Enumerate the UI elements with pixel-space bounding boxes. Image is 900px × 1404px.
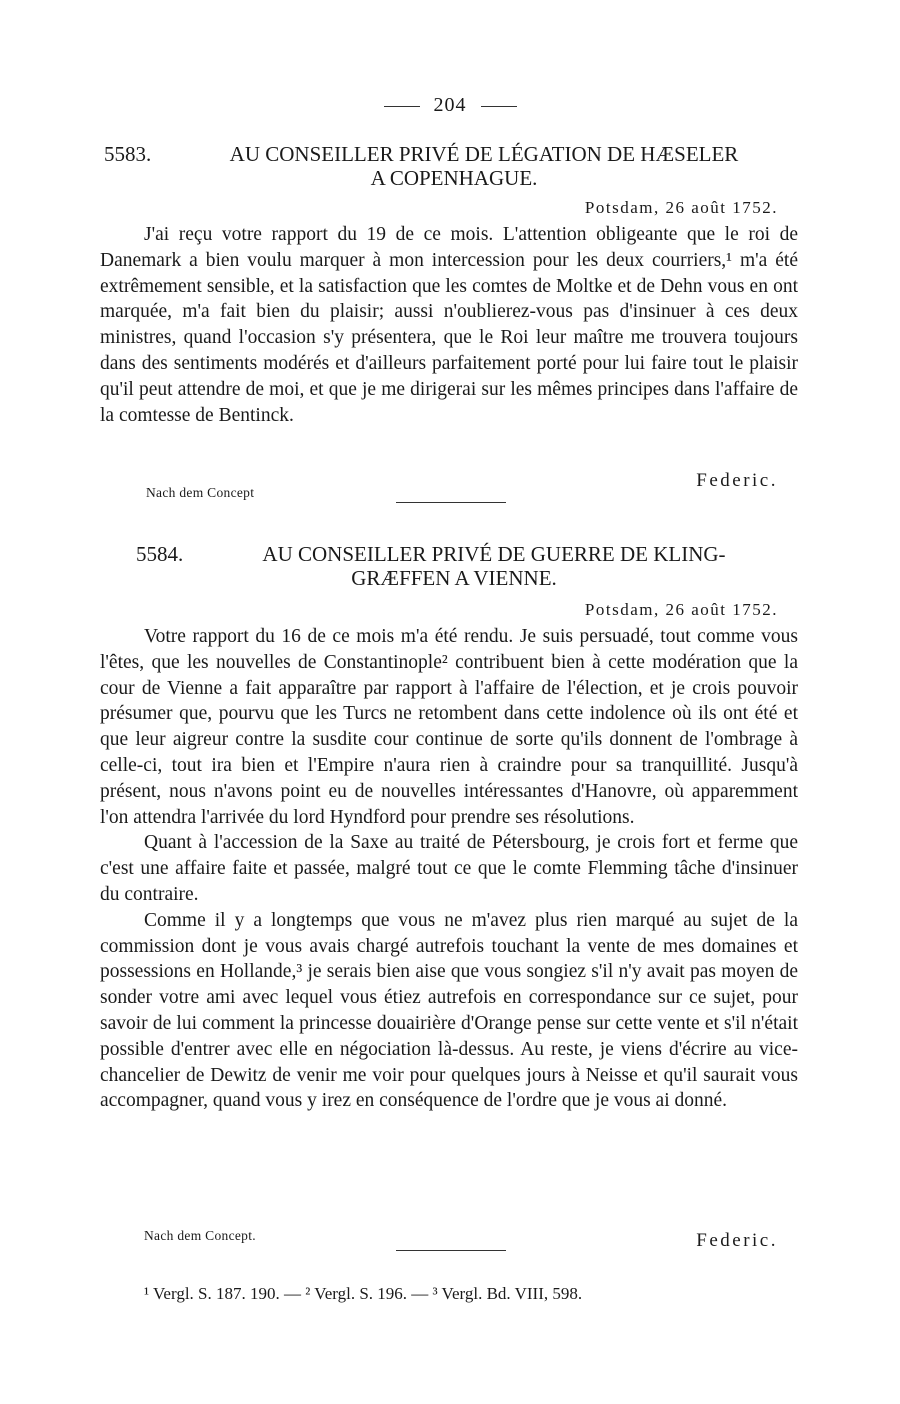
letter-5584-paragraph-2: Quant à l'accession de la Saxe au traité de Pétersbourg, je crois fort et ferme que c'est une affaire faite et passée, malgré tout ce que le comte Flemming tâche d'insinuer du contraire.: [100, 832, 798, 905]
letter-5584-body: [100, 624, 798, 1114]
letter-5583-signature: Federic.: [696, 470, 778, 491]
letter-5584-heading-line1: AU CONSEILLER PRIVÉ DE GUERRE DE KLING-: [262, 542, 726, 566]
letter-5584-heading: [104, 542, 804, 590]
footnotes: ¹ Vergl. S. 187. 190. — ² Vergl. S. 196. — ³ Vergl. Bd. VIII, 598.: [144, 1284, 583, 1303]
letter-5584-number: 5584.: [136, 542, 184, 566]
page-number-dash-right: [481, 106, 517, 107]
section-divider-1: [396, 502, 506, 503]
letter-5584-source-note: Nach dem Concept.: [144, 1228, 256, 1243]
section-divider-2: [396, 1250, 506, 1251]
letter-5584-heading-line2: GRÆFFEN A VIENNE.: [351, 566, 557, 590]
letter-5584-dateline: Potsdam, 26 août 1752.: [584, 600, 778, 619]
letter-5583-dateline: Potsdam, 26 août 1752.: [584, 198, 778, 217]
letter-5583-heading: [104, 142, 804, 190]
letter-5584-signature: Federic.: [696, 1230, 778, 1251]
letter-5583-heading-line2: A COPENHAGUE.: [370, 166, 538, 190]
letter-5584-paragraph-3: Comme il y a longtemps que vous ne m'avez plus rien marqué au sujet de la commission dont je vous avais chargé autrefois touchant la vente de mes domaines et possessions en Hollande,³ je serais bien aise que vous songiez s'il n'y avait pas moyen de sonder votre ami avec lequel vous étiez autrefois en correspondance sur ce sujet, pour savoir de lui comment la princesse douairière d'Orange pense sur cette vente et s'il n'était possible d'entrer avec elle en négociation là-dessus. Au reste, je viens d'écrire au vice-chancelier de Dewitz de venir me voir pour quelques jours à Neisse et qu'il saurait vous accompagner, quand vous y irez en conséquence de l'ordre que je vous ai donné.: [100, 909, 798, 1112]
page-number-line: [0, 94, 900, 117]
letter-5583-paragraph-1: J'ai reçu votre rapport du 19 de ce mois. L'attention obligeante que le roi de Danemark a bien voulu marquer à mon intercession pour les deux courriers,¹ m'a été extrêmement sensible, et la satisfaction que les comtes de Moltke et de Dehn vous en ont marquée, m'a fait bien du plaisir; aussi n'oublierez-vous pas d'insinuer à ces deux ministres, quand l'occasion s'y présentera, que le Roi leur maître me trouvera toujours dans des sentiments modérés et d'ailleurs parfaitement porté pour lui faire tout le plaisir qu'il peut attendre de moi, et que je me dirigerai sur les mêmes principes dans l'affaire de la comtesse de Bentinck.: [100, 224, 798, 426]
page-number-dash-left: [384, 106, 420, 107]
letter-5583-heading-line1: AU CONSEILLER PRIVÉ DE LÉGATION DE HÆSELER: [229, 142, 739, 166]
letter-5583-source-note: Nach dem Concept: [146, 485, 255, 500]
letter-5583-body: [100, 222, 798, 428]
letter-5583-number: 5583.: [104, 142, 152, 166]
page-number: 204: [433, 94, 467, 116]
letter-5584-paragraph-1: Votre rapport du 16 de ce mois m'a été rendu. Je suis persuadé, tout comme vous l'êtes, que les nouvelles de Constantinople² contribuent bien à cette modération que la cour de Vienne a fait apparaître par rapport à l'affaire de l'élection, et je crois pouvoir présumer que, pourvu que les Turcs ne retombent dans cette indolence où ils ont été et que leur aigreur contre la susdite cour continue de sorte qu'ils donnent de l'ombrage à celle-ci, tout ira bien et l'Empire n'aura rien à craindre pour sa tranquillité. Jusqu'à présent, nous n'avons point eu de nouvelles intéressantes d'Hanovre, où apparemment l'on attendra l'arrivée du lord Hyndford pour prendre ses résolutions.: [100, 626, 798, 828]
